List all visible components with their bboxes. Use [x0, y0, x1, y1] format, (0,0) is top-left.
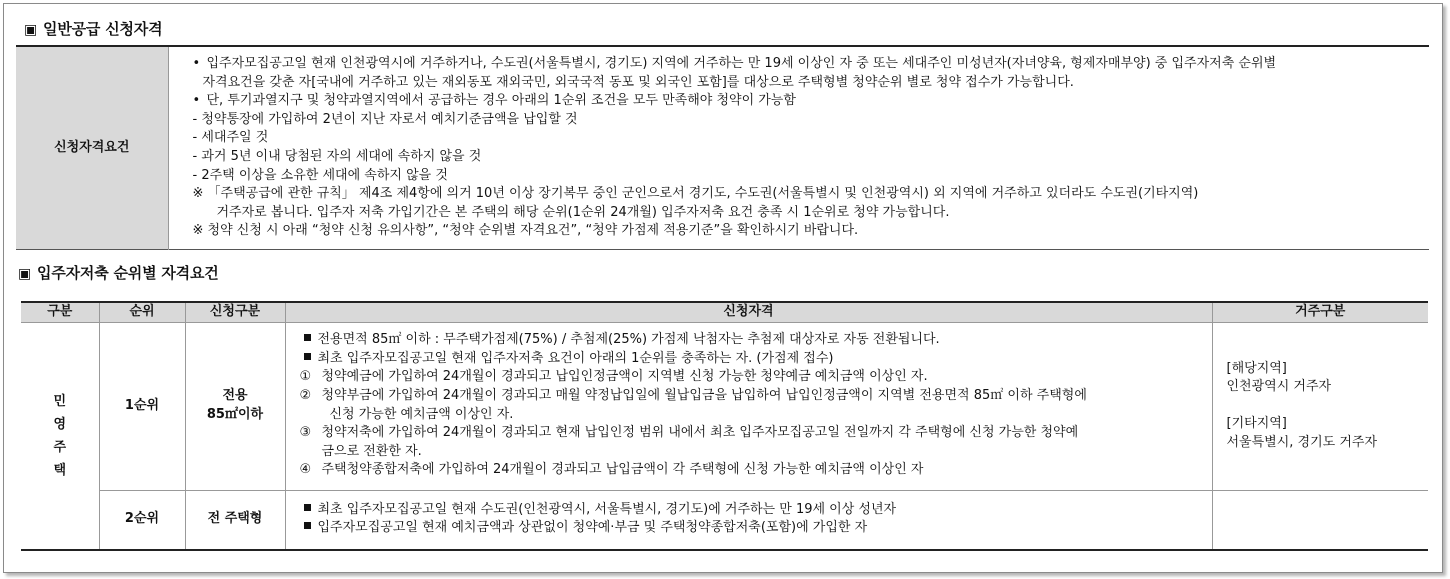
- list-item: 입주자모집공고일 현재 예치금액과 상관없이 청약예·부금 및 주택청약종합저축(포함)에 가입한 자: [304, 519, 1212, 538]
- section-title-general-supply: [24, 18, 162, 39]
- bullet-icon: •: [192, 93, 201, 109]
- condition-line: - 과거 5년 이내 당첨된 자의 세대에 속하지 않을 것: [192, 148, 482, 164]
- section-marker-icon: ▣: [18, 266, 32, 282]
- square-bullet-icon: [304, 353, 311, 360]
- eligibility-head: 신청자격요건: [16, 46, 168, 249]
- list-item-cont: 금으로 전환한 자.: [321, 443, 422, 459]
- eligibility-line: 자격요건을 갖춘 자[국내에 거주하고 있는 재외동포 재외국민, 외국국적 동포 및 외국인 포함]를 대상으로 주택형별 청약순위 별로 청약 접수가 가능합니다.: [202, 74, 1074, 90]
- note-line: ※ 「주택공급에 관한 규칙」 제4조 제4항에 의거 10년 이상 장기복무 중인 군인으로서 경기도, 수도권(서울특별시 및 인천광역시) 외 지역에 거주하고 있더라도 수도권(기타지역): [192, 186, 1199, 202]
- note-line: ※ 청약 신청 시 아래 “청약 신청 유의사항”, “청약 순위별 자격요건”, “청약 가점제 적용기준”을 확인하시기 바랍니다.: [192, 223, 859, 239]
- rank2-cell: 2순위: [99, 490, 185, 550]
- section-title-text: 입주자저축 순위별 자격요건: [37, 264, 219, 282]
- list-item: 전용면적 85㎡ 이하 : 무주택가점제(75%) / 추첨제(25%) 가점제 낙첨자는 추첨제 대상자로 자동 전환됩니다.: [304, 331, 1212, 350]
- condition-line: - 2주택 이상을 소유한 세대에 속하지 않을 것: [192, 167, 448, 183]
- header-category: 구분: [21, 302, 99, 322]
- rank1-type-cell: 전용 85㎡이하: [185, 322, 285, 490]
- bullet-icon: •: [192, 56, 201, 71]
- eligibility-line: • 단, 투기과열지구 및 청약과열지역에서 공급하는 경우 아래의 1순위 조건을 모두 만족해야 청약이 가능함: [179, 92, 1430, 111]
- header-residence: 거주구분: [1212, 302, 1428, 322]
- rank1-cell: 1순위: [99, 322, 185, 490]
- list-item: ① 청약예금에 가입하여 24개월이 경과되고 납입인정금액이 지역별 신청 가능한 청약예금 예치금액 이상인 자.: [299, 369, 928, 385]
- rank1-residence-cell: [해당지역] 인천광역시 거주자 [기타지역] 서울특별시, 경기도 거주자: [1212, 322, 1428, 490]
- eligibility-line: • 입주자모집공고일 현재 인천광역시에 거주하거나, 수도권(서울특별시, 경기도) 지역에 거주하는 만 19세 이상인 자 중 또는 세대주인 미성년자(자녀양육, 형제자매부양) 중 입주자저축 순위별: [179, 55, 1430, 74]
- list-item-cont: 신청 가능한 예치금액 이상인 자.: [329, 406, 514, 422]
- eligibility-body: [168, 46, 1429, 249]
- section-title-text: 일반공급 신청자격: [43, 20, 163, 38]
- condition-line: - 청약통장에 가입하여 2년이 지난 자로서 예치기준금액을 납입할 것: [192, 111, 578, 127]
- header-qualification: 신청자격: [285, 302, 1212, 322]
- rank2-type-cell: 전 주택형: [185, 490, 285, 550]
- rank2-residence-cell: [1212, 490, 1428, 550]
- square-bullet-icon: [304, 334, 311, 341]
- square-bullet-icon: [304, 522, 311, 529]
- section-title-rank-eligibility: [18, 262, 219, 283]
- list-item: 최초 입주자모집공고일 현재 입주자저축 요건이 아래의 1순위를 충족하는 자. (가점제 접수): [304, 350, 1212, 369]
- rank2-qualification-cell: [285, 490, 1212, 550]
- note-line: 거주자로 봅니다. 입주자 저축 가입기간은 본 주택의 해당 순위(1순위 24개월) 입주자저축 요건 충족 시 1순위로 청약 가능합니다.: [216, 204, 950, 220]
- table-header-row: [21, 302, 1428, 322]
- table-row-rank2: [21, 490, 1428, 550]
- list-item: ③ 청약저축에 가입하여 24개월이 경과되고 현재 납입인정 범위 내에서 최초 입주자모집공고일 전일까지 각 주택형에 신청 가능한 청약예: [299, 425, 1079, 441]
- rank-eligibility-table: [21, 301, 1428, 551]
- list-item: ② 청약부금에 가입하여 24개월이 경과되고 매월 약정납입일에 월납입금을 납입하여 납입인정금액이 지역별 전용면적 85㎡ 이하 주택형에: [299, 387, 1087, 403]
- header-rank: 순위: [99, 302, 185, 322]
- category-cell: 민 영 주 택: [21, 322, 99, 550]
- table-row-rank1: [21, 322, 1428, 490]
- square-bullet-icon: [304, 504, 311, 511]
- list-item: 최초 입주자모집공고일 현재 수도권(인천광역시, 서울특별시, 경기도)에 거주하는 만 19세 이상 성년자: [304, 501, 1212, 520]
- list-item: ④ 주택청약종합저축에 가입하여 24개월이 경과되고 납입금액이 각 주택형에 신청 가능한 예치금액 이상인 자: [299, 462, 924, 478]
- rank1-qualification-cell: [285, 322, 1212, 490]
- header-application-type: 신청구분: [185, 302, 285, 322]
- section-marker-icon: ▣: [24, 22, 38, 38]
- eligibility-table: [16, 45, 1429, 250]
- condition-line: - 세대주일 것: [192, 130, 269, 146]
